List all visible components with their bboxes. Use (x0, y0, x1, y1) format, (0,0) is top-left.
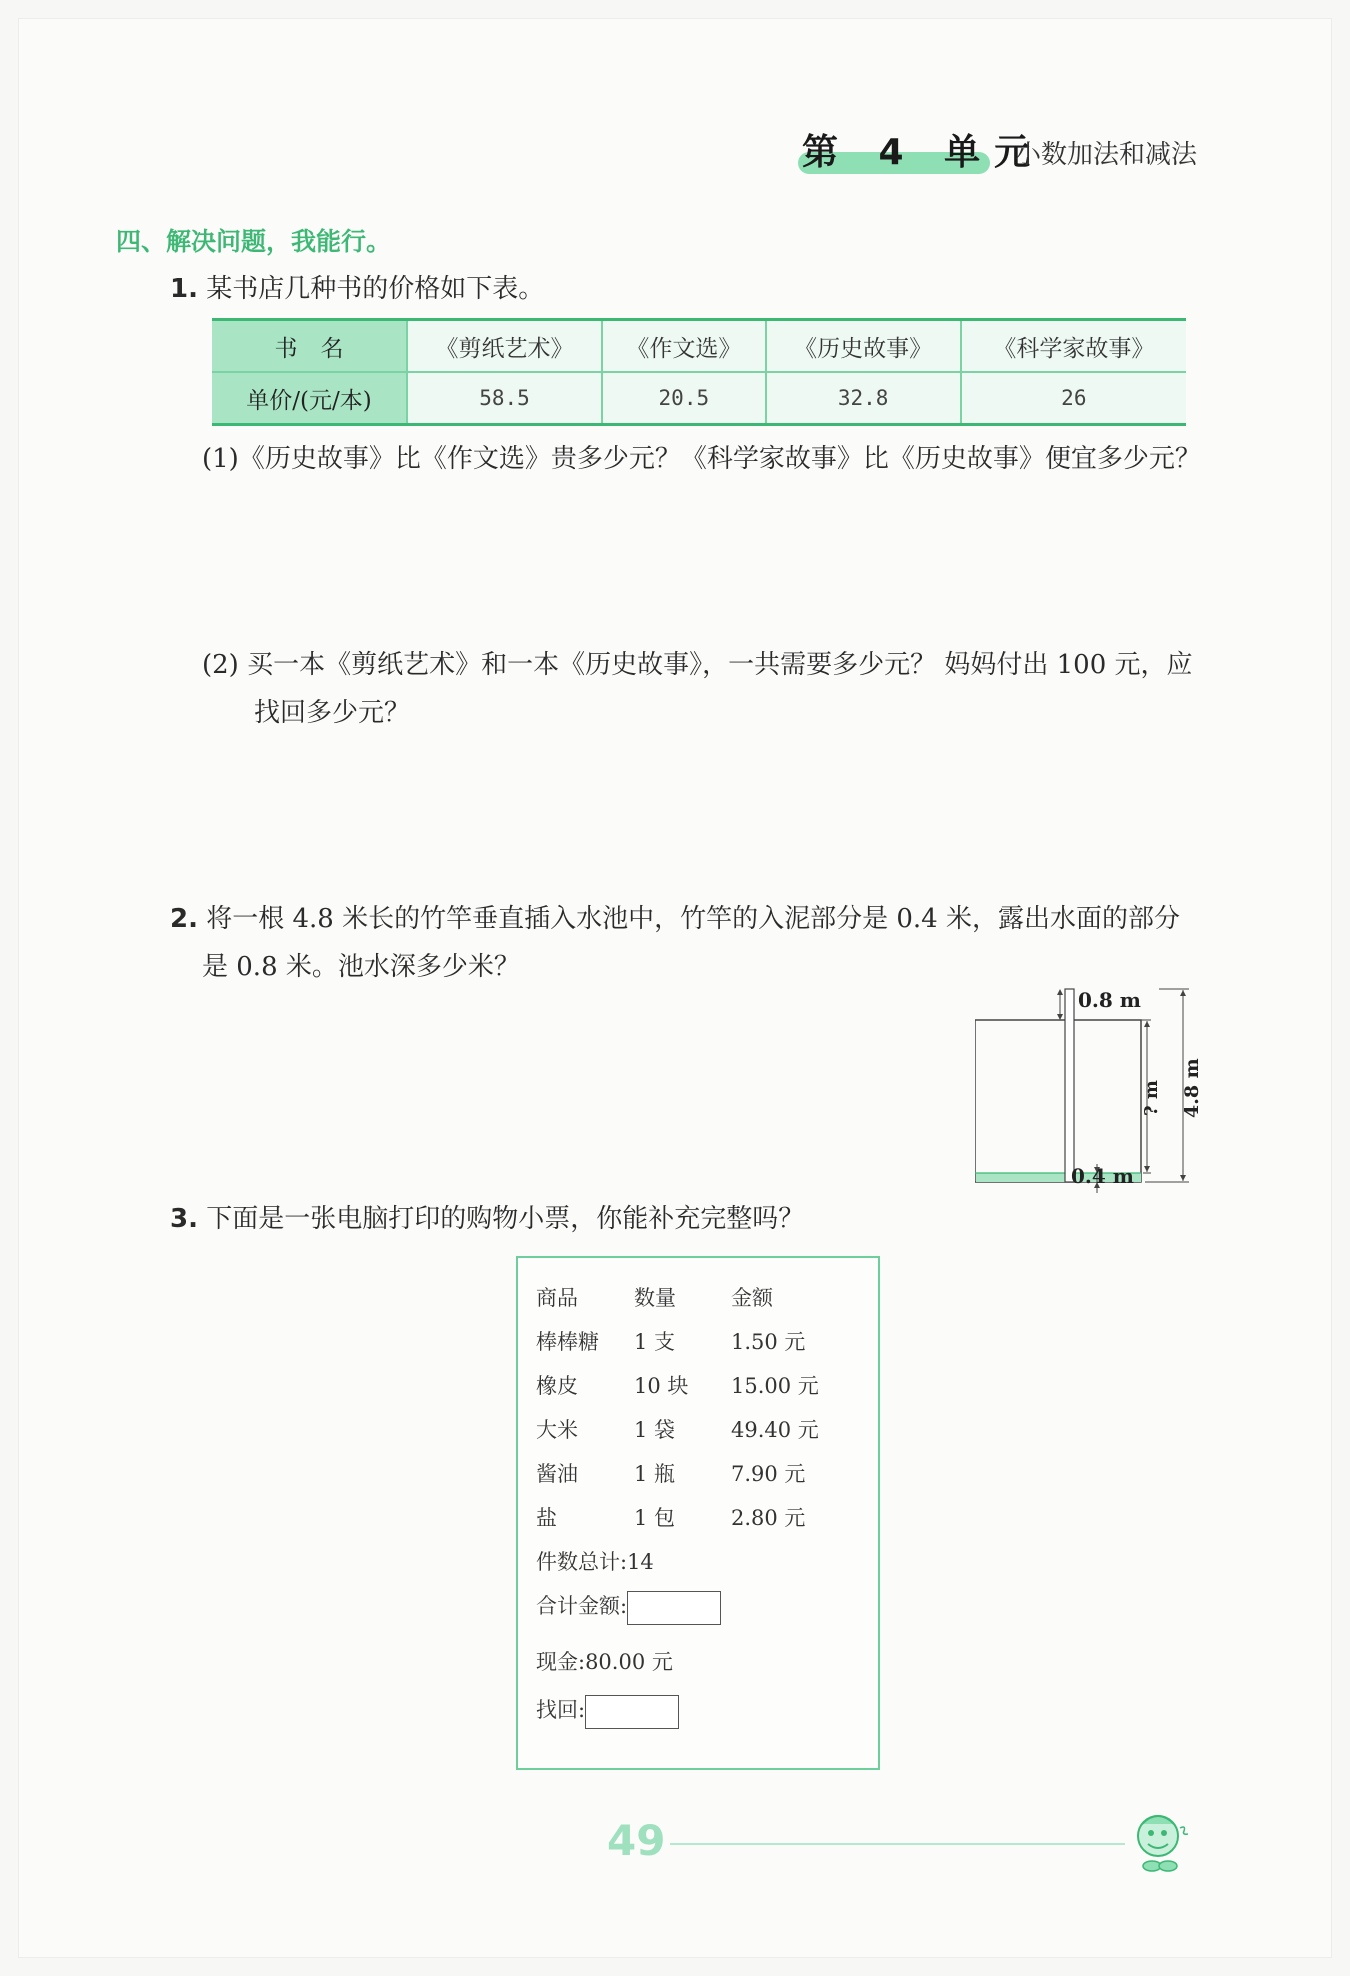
receipt-header-qty: 数量 (634, 1286, 676, 1310)
receipt-qty: 1 袋 (634, 1418, 676, 1442)
unit-label: 第 4 单元 (802, 132, 1045, 173)
bottom-label: 0.4 m (1071, 1164, 1134, 1188)
question-1-part-2-line1: (2) 买一本《剪纸艺术》和一本《历史故事》，一共需要多少元？ 妈妈付出 100 元，应 (202, 650, 1193, 680)
pond-diagram (975, 988, 1205, 1218)
price-cell: 26 (961, 372, 1186, 425)
question-1-part-2-line2: 找回多少元？ (254, 698, 411, 728)
receipt-header-item: 商品 (536, 1286, 578, 1310)
table-row (212, 372, 1186, 425)
receipt-qty: 10 块 (634, 1374, 689, 1398)
price-table (212, 318, 1186, 426)
table-header-cell: 单价/(元/本) (212, 372, 407, 425)
receipt-item: 棒棒糖 (536, 1330, 599, 1354)
receipt-total-row (536, 1590, 721, 1625)
receipt-amount: 7.90 元 (731, 1462, 806, 1486)
page-number: 49 (607, 1816, 666, 1865)
question-number: 1. (170, 274, 198, 304)
depth-label: ? m (1141, 1080, 1162, 1116)
receipt-qty: 1 包 (634, 1506, 676, 1530)
footer-rule (670, 1843, 1125, 1845)
table-header-cell: 书 名 (212, 320, 407, 373)
question-3 (170, 1198, 804, 1235)
receipt-total-label: 合计金额: (536, 1594, 628, 1618)
arrow-head (1057, 989, 1063, 995)
receipt-item: 盐 (536, 1506, 557, 1530)
receipt-amount: 49.40 元 (731, 1418, 819, 1442)
question-2-line2: 是 0.8 米。池水深多少米？ (202, 952, 520, 982)
question-number: 2. (170, 904, 198, 934)
table-row (212, 320, 1186, 373)
receipt-amount: 1.50 元 (731, 1330, 806, 1354)
price-cell: 32.8 (766, 372, 961, 425)
arrow-head (1144, 1021, 1150, 1027)
question-text: 某书店几种书的价格如下表。 (206, 274, 545, 304)
book-title-cell: 《科学家故事》 (961, 320, 1186, 373)
pond-outline (975, 1020, 1141, 1182)
receipt-qty: 1 瓶 (634, 1462, 676, 1486)
receipt-header-amount: 金额 (731, 1286, 773, 1310)
price-cell: 20.5 (602, 372, 765, 425)
section-title: 四、解决问题，我能行。 (116, 227, 392, 256)
receipt-change-row (536, 1694, 679, 1729)
receipt-qty: 1 支 (634, 1330, 676, 1354)
total-label: 4.8 m (1181, 1058, 1203, 1118)
unit-subtitle: 小数加法和减法 (1015, 140, 1198, 170)
unit-heading (798, 124, 1045, 174)
question-1 (170, 268, 544, 305)
question-number: 3. (170, 1204, 198, 1234)
receipt-amount: 15.00 元 (731, 1374, 819, 1398)
question-1-part-1: (1)《历史故事》比《作文选》贵多少元？《科学家故事》比《历史故事》便宜多少元？ (202, 444, 1201, 474)
receipt-count: 件数总计:14 (536, 1550, 654, 1574)
receipt-change-label: 找回: (536, 1698, 586, 1722)
question-text: 下面是一张电脑打印的购物小票，你能补充完整吗？ (206, 1204, 805, 1234)
shopping-receipt (516, 1256, 880, 1770)
arrow-head (1180, 990, 1186, 996)
receipt-item: 橡皮 (536, 1374, 578, 1398)
change-answer-box[interactable] (585, 1695, 679, 1729)
book-title-cell: 《剪纸艺术》 (407, 320, 602, 373)
receipt-amount: 2.80 元 (731, 1506, 806, 1530)
bamboo-pole (1065, 989, 1074, 1182)
book-title-cell: 《历史故事》 (766, 320, 961, 373)
book-title-cell: 《作文选》 (602, 320, 765, 373)
arrow-head (1180, 1175, 1186, 1181)
receipt-item: 酱油 (536, 1462, 578, 1486)
arrow-head (1057, 1014, 1063, 1020)
question-text: 将一根 4.8 米长的竹竿垂直插入水池中，竹竿的入泥部分是 0.4 米，露出水面的部分 (206, 904, 1180, 934)
price-cell: 58.5 (407, 372, 602, 425)
total-answer-box[interactable] (627, 1591, 721, 1625)
receipt-cash: 现金:80.00 元 (536, 1650, 673, 1674)
question-2-line1 (170, 898, 1180, 935)
receipt-item: 大米 (536, 1418, 578, 1442)
arrow-head (1144, 1166, 1150, 1172)
top-label: 0.8 m (1078, 988, 1141, 1012)
mascot-icon (1128, 1806, 1194, 1876)
